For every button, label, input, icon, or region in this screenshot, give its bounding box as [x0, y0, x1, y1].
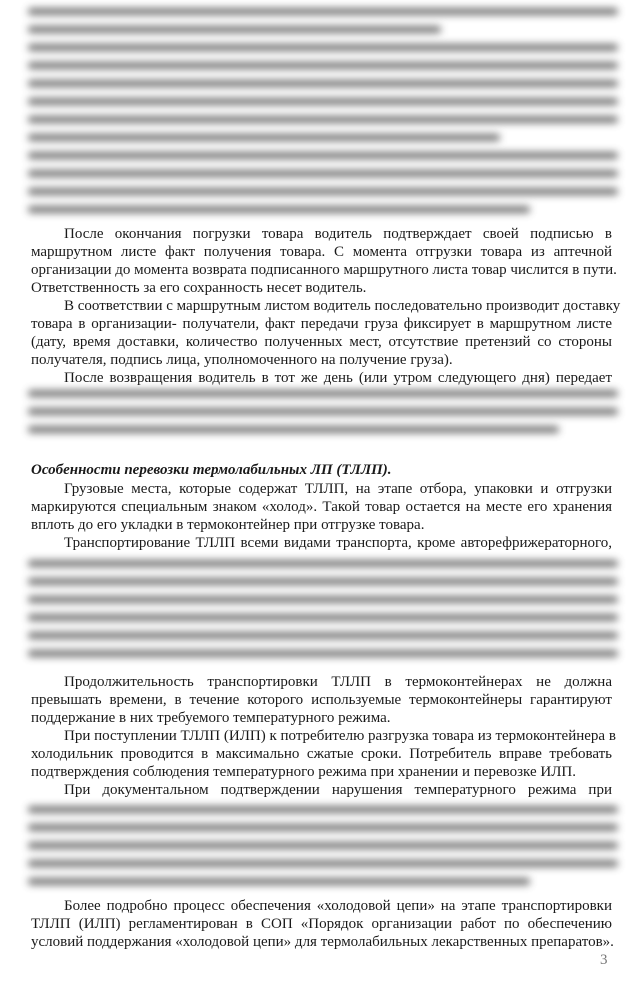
text-line: организации до момента возврата подписанного маршрутного листа товар числится в пути.: [31, 262, 617, 278]
text-line: получателя, подпись лица, уполномоченного на получение груза).: [31, 352, 453, 368]
blurred-text-block: [28, 806, 618, 896]
page-number: 3: [600, 952, 608, 968]
text-line: холодильник проводится в максимально сжатые сроки. Потребитель вправе требовать: [31, 746, 612, 762]
text-line: вплоть до его укладки в термоконтейнер при отгрузке товара.: [31, 517, 425, 533]
text-line: Грузовые места, которые содержат ТЛЛП, на этапе отбора, упаковки и отгрузки: [64, 481, 612, 497]
text-line: маршрутном листе факт получения товара. С момента отгрузки товара из аптечной: [31, 244, 612, 260]
text-line: Ответственность за его сохранность несет водитель.: [31, 280, 367, 296]
text-line: условий поддержания «холодовой цепи» для термолабильных лекарственных препаратов».: [31, 934, 614, 950]
text-line: ТЛЛП (ИЛП) регламентирован в СОП «Порядок организации работ по обеспечению: [31, 916, 612, 932]
text-line: (дату, время доставки, количество полученных мест, отсутствие претензий со стороны: [31, 334, 612, 350]
text-line: При документальном подтверждении нарушения температурного режима при: [64, 782, 612, 798]
text-line: товара в организации- получатели, факт передачи груза фиксирует в маршрутном листе: [31, 316, 612, 332]
text-line: подтверждения соблюдения температурного режима при хранении и перевозке ИЛП.: [31, 764, 576, 780]
text-line: маркируются специальным знаком «холод». Такой товар остается на месте его хранения: [31, 499, 612, 515]
text-line: Продолжительность транспортировки ТЛЛП в термоконтейнерах не должна: [64, 674, 612, 690]
text-line: При поступлении ТЛЛП (ИЛП) к потребителю разгрузка товара из термоконтейнера в: [64, 728, 616, 744]
text-line: Более подробно процесс обеспечения «холодовой цепи» на этапе транспортировки: [64, 898, 612, 914]
text-line: В соответствии с маршрутным листом водитель последовательно производит доставку: [64, 298, 621, 314]
text-line: поддержание в них требуемого температурного режима.: [31, 710, 391, 726]
blurred-text-block: [28, 560, 618, 668]
text-line: После окончания погрузки товара водитель подтверждает своей подписью в: [64, 226, 612, 242]
blurred-text-block: [28, 390, 618, 444]
section-heading: Особенности перевозки термолабильных ЛП (ТЛЛП).: [31, 462, 392, 478]
blurred-text-block: [28, 8, 618, 224]
text-line: Транспортирование ТЛЛП всеми видами транспорта, кроме авторефрижераторного,: [64, 535, 612, 551]
text-line: После возвращения водитель в тот же день (или утром следующего дня) передает: [64, 370, 612, 386]
text-line: превышать времени, в течение которого используемые термоконтейнеры гарантируют: [31, 692, 612, 708]
